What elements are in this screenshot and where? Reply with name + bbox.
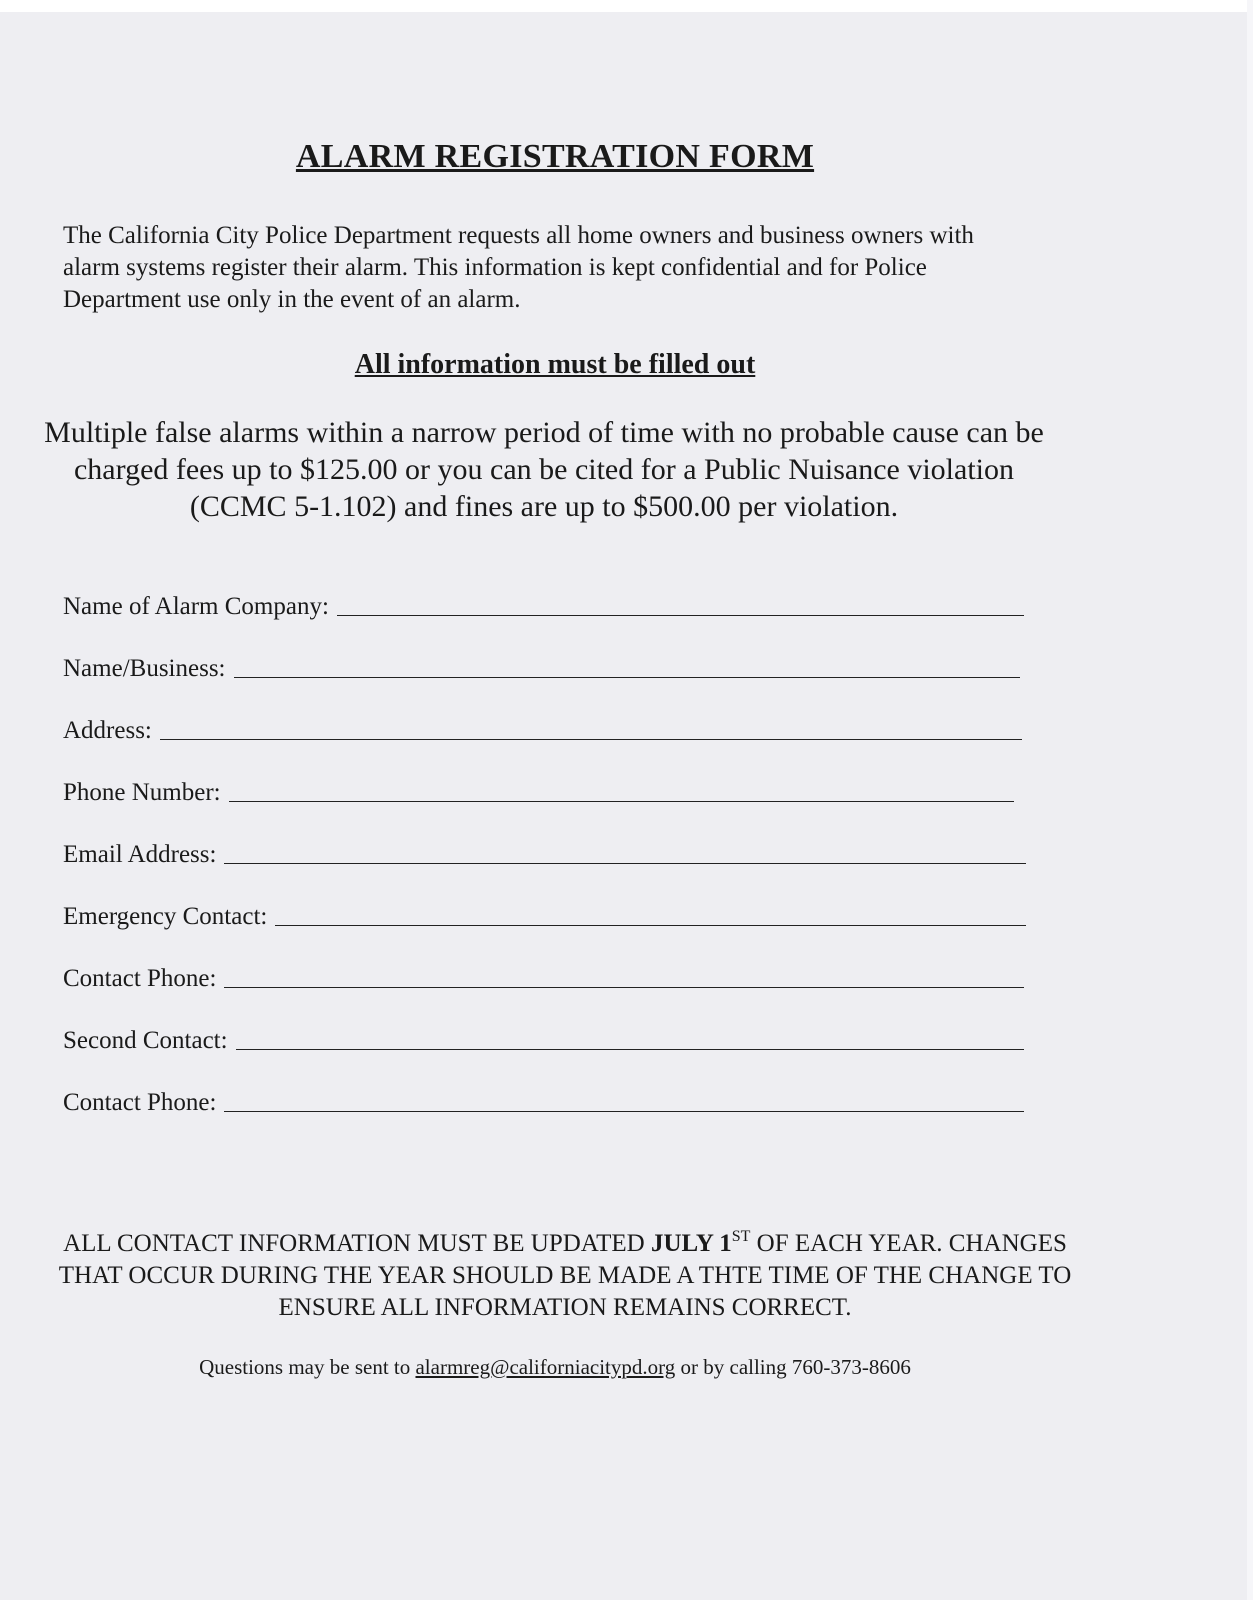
fill-line[interactable] (224, 1111, 1024, 1112)
alarm-company-field[interactable] (63, 582, 1048, 622)
field-label: Second Contact: (63, 1027, 228, 1054)
date-suffix: ST (731, 1228, 751, 1245)
false-alarm-warning: Multiple false alarms within a narrow period of time with no probable cause can be charged fees up to $125.00 or you can be cited for a Public Nuisance violation (CCMC 5-1.102) and fines are up to $500.00 per violation. (44, 416, 1044, 523)
notice-text: ALL CONTACT INFORMATION MUST BE UPDATED (63, 1230, 651, 1257)
intro-paragraph: The California City Police Department requests all home owners and business owners with alarm systems register their alarm. This information is kept confidential and for Police Department use only in the event of an alarm. (63, 222, 974, 313)
fill-line[interactable] (236, 1049, 1024, 1050)
field-label: Name of Alarm Company: (63, 593, 329, 620)
fill-line[interactable] (275, 925, 1026, 926)
notice-text: OF EACH YEAR. CHANGES THAT OCCUR DURING THE YEAR SHOULD BE MADE A THTE TIME OF THE CHANGE TO ENSURE ALL INFORMATION REMAINS CORRECT. (58, 1230, 1072, 1321)
contact-footer (0, 1355, 1110, 1380)
fill-line[interactable] (234, 677, 1021, 678)
field-label: Emergency Contact: (63, 903, 268, 930)
update-notice (40, 1228, 1090, 1324)
second-contact-field[interactable] (63, 1016, 1048, 1056)
scan-edge (1247, 0, 1253, 1600)
field-label: Contact Phone: (63, 1089, 217, 1116)
field-label: Email Address: (63, 841, 217, 868)
fill-line[interactable] (160, 739, 1022, 740)
phone-number: 760-373-8606 (791, 1355, 911, 1379)
field-label: Address: (63, 717, 152, 744)
footer-text: or by calling (675, 1355, 792, 1379)
email-link[interactable]: alarmreg@californiacitypd.org (415, 1355, 676, 1379)
update-date: JULY 1 (650, 1230, 732, 1257)
email-address-field[interactable] (63, 830, 1048, 870)
page-title: ALARM REGISTRATION FORM (295, 138, 815, 175)
fill-line[interactable] (229, 801, 1014, 802)
name-business-field[interactable] (63, 644, 1048, 684)
emergency-contact-field[interactable] (63, 892, 1048, 932)
address-field[interactable] (63, 706, 1048, 746)
field-label: Phone Number: (63, 779, 221, 806)
second-contact-phone-field[interactable] (63, 1078, 1048, 1118)
scan-edge (0, 0, 1253, 12)
fill-line[interactable] (224, 863, 1026, 864)
instruction-heading: All information must be filled out (354, 349, 756, 380)
contact-phone-field[interactable] (63, 954, 1048, 994)
fill-line[interactable] (337, 615, 1024, 616)
footer-text: Questions may be sent to (199, 1355, 416, 1379)
field-label: Name/Business: (63, 655, 226, 682)
fill-line[interactable] (224, 987, 1024, 988)
phone-number-field[interactable] (63, 768, 1048, 808)
field-label: Contact Phone: (63, 965, 217, 992)
